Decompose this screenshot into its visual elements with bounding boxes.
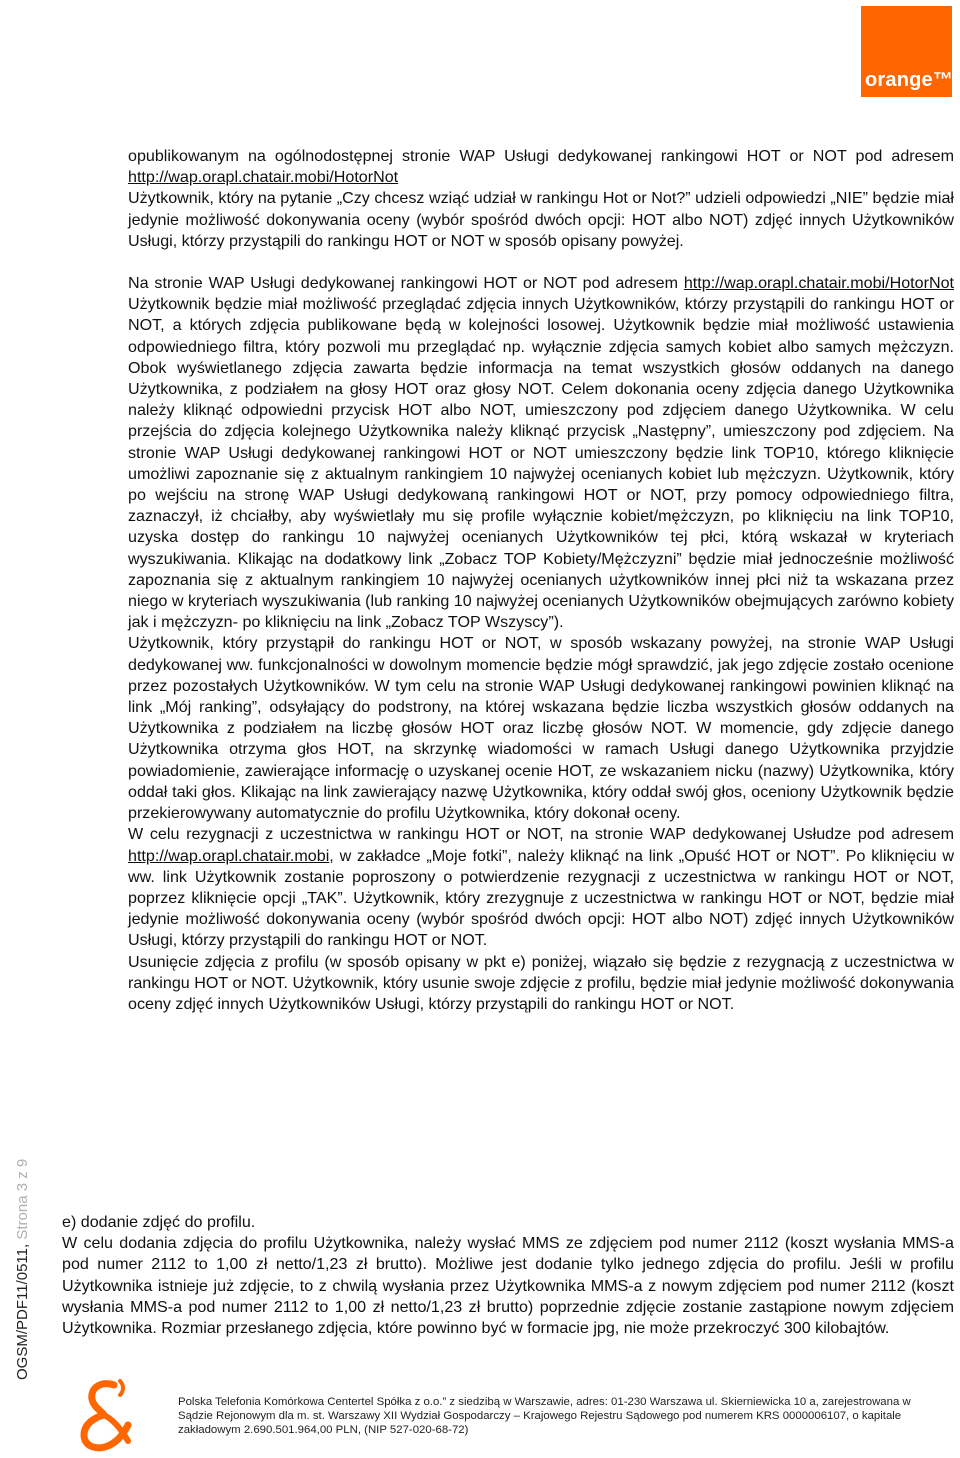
- company-footer: [178, 1395, 954, 1438]
- footer-line-2: Sądzie Rejonowym dla m. st. Warszawy XII Wydział Gospodarczy – Krajowego Rejestru Sądowego pod numerem KRS 0000006107, o kapitale: [178, 1410, 902, 1423]
- section-e-text: W celu dodania zdjęcia do profilu Użytkownika, należy wysłać MMS ze zdjęciem pod numer 2112 (koszt wysłania MMS-a pod numer 2112 to 1,00 zł netto/1,23 zł brutto). Możliwe jest dodanie tylko jednego zdjęcia do profilu. Jeśli w profilu Użytkownika istnieje już zdjęcie, to z chwilą wysłania przez Użytkownika MMS-a z nowym zdjęciem pod numer 2112 (koszt wysłania MMS-a pod numer 2112 to 1,00 zł netto/1,23 zł brutto) poprzednie zdjęcie zostanie zastąpione nowym zdjęciem Użytkownika. Rozmiar przesłanego zdjęcia, które powinno być w formacie jpg, nie może przekroczyć 300 kilobajtów.: [62, 1234, 954, 1338]
- paragraph-2: Użytkownik, który na pytanie „Czy chcesz wziąć udział w rankingu Hot or Not?” udzieli odpowiedzi „NIE” będzie miał jedynie możliwość dokonywania oceny (wybór spośród dwóch opcji: HOT albo NOT) zdjęć innych Użytkowników Usługi, którzy przystąpili do rankingu HOT or NOT w sposób opisany powyżej.: [128, 189, 954, 250]
- ampersand-logo-icon: [62, 1375, 142, 1455]
- page-number: Strona 3 z 9: [14, 1158, 31, 1240]
- paragraph-5-text-b: , w zakładce „Moje fotki”, należy kliknąć na link „Opuść HOT or NOT”. Po kliknięciu w ww. link Użytkownik zostanie poproszony o potwierdzenie rezygnacji z uczestnictwa w rankingu HOT or NOT, poprzez kliknięcie opcji „TAK”. Użytkownik, który zrezygnuje z uczestnictwa w rankingu HOT or NOT, będzie miał jedynie możliwość dokonywania oceny (wybór spośród dwóch opcji: HOT albo NOT) zdjęć innych Użytkowników Usługi, którzy przystąpili do rankingu HOT or NOT.: [128, 846, 954, 950]
- paragraph-3: [128, 273, 954, 633]
- paragraph-6: Usunięcie zdjęcia z profilu (w sposób opisany w pkt e) poniżej, wiązało się będzie z rezygnacją z uczestnictwa w rankingu HOT or NOT. Użytkownik, który usunie swoje zdjęcie z profilu, będzie miał jedynie możliwość dokonywania oceny zdjęć innych Użytkowników Usługi, którzy przystąpili do rankingu HOT or NOT.: [128, 952, 954, 1013]
- paragraph-3-text-b: Użytkownik będzie miał możliwość przeglądać zdjęcia innych Użytkowników, którzy przystąpili do rankingu HOT or NOT, a których zdjęcia publikowane będą w kolejności losowej. Użytkownik będzie miał możliwość ustawienia odpowiedniego filtra, który pozwoli mu przeglądać np. wyłącznie zdjęcia samych kobiet albo samych mężczyzn. Obok wyświetlanego zdjęcia zawarta będzie informacja na temat wszystkich głosów oddanych na danego Użytkownika, z podziałem na głosy HOT oraz głosy NOT. Celem dokonania oceny zdjęcia danego Użytkownika należy kliknąć odpowiedni przycisk HOT albo NOT, umieszczony pod zdjęciem danego Użytkownika. W celu przejścia do zdjęcia kolejnego Użytkownika należy kliknąć przycisk „Następny”, umieszczony pod zdjęciem. Na stronie WAP Usługi dedykowanej rankingowi HOT or NOT umieszczony będzie link TOP10, którego kliknięcie umożliwi zapoznanie się z aktualnym rankingiem 10 najwyżej ocenianych kobiet lub mężczyzn. Użytkownik, który po wejściu na stronę WAP Usługi dedykowaną rankingowi HOT or NOT, przy pomocy odpowiedniego filtra, zaznaczył, iż chciałby, aby wyświetlały mu się profile wyłącznie kobiet/mężczyzn, po kliknięciu na link TOP10, uzyska dostęp do rankingu 10 najwyżej ocenianych Użytkowników tej płci, którą wskazał w kryteriach wyszukiwania. Klikając na dodatkowy link „Zobacz TOP Kobiety/Mężczyzni” będzie miał jednocześnie możliwość zapoznania się z aktualnym rankingiem 10 najwyżej ocenianych użytkowników innej płci niż ta wskazana przez niego w kryteriach wyszukiwania (lub ranking 10 najwyżej ocenianych Użytkowników obejmujących zarówno kobiety jak i mężczyzn- po kliknięciu na link „Zobacz TOP Wszyscy”).: [128, 295, 954, 632]
- hotornot-link-1[interactable]: http://wap.orapl.chatair.mobi/HotorNot: [128, 168, 399, 187]
- paragraph-1-text: opublikowanym na ogólnodostępnej stronie WAP Usługi dedykowanej rankingowi HOT or NOT pod adresem: [128, 147, 954, 165]
- section-e: [62, 1212, 954, 1339]
- paragraph-5: [128, 824, 954, 951]
- document-code: OGSM/PDF11/0511,: [14, 1239, 31, 1380]
- footer-line-1: Polska Telefonia Komórkowa Centertel Spółka z o.o.” z siedzibą w Warszawie, adres: 01-230 Warszawa ul. Skierniewicka 10 a, zarejestrowana w: [178, 1396, 911, 1408]
- paragraph-3-text-a: Na stronie WAP Usługi dedykowanej rankingowi HOT or NOT pod adresem: [128, 274, 684, 293]
- hotornot-link-2[interactable]: http://wap.orapl.chatair.mobi/HotorNot: [683, 274, 954, 293]
- document-code-label: [14, 1159, 31, 1380]
- wap-link[interactable]: http://wap.orapl.chatair.mobi: [128, 846, 330, 865]
- paragraph-1: [128, 146, 954, 188]
- section-e-heading: e) dodanie zdjęć do profilu.: [62, 1213, 256, 1231]
- orange-logo: [861, 6, 952, 97]
- logo-text: orange™: [865, 69, 954, 91]
- footer-line-3: zakładowym 2.690.501.964,00 PLN, (NIP 527-020-68-72): [178, 1424, 469, 1437]
- paragraph-4: Użytkownik, który przystąpił do rankingu HOT or NOT, w sposób wskazany powyżej, na stronie WAP Usługi dedykowanej ww. funkcjonalności w dowolnym momencie będzie mógł sprawdzić, jak jego zdjęcie zostało ocenione przez pozostałych Użytkowników. W tym celu na stronie WAP Usługi dedykowanej rankingowi powinien kliknąć na link „Mój ranking”, odsyłający do podstrony, na której wskazana będzie liczba wszystkich głosów oddanych na Użytkownika z podziałem na liczbę głosów HOT oraz liczbę głosów NOT. W momencie, gdy zdjęcie danego Użytkownika otrzyma głos HOT, na skrzynkę wiadomości w ramach Usługi danego Użytkownika przyjdzie powiadomienie, zawierające informację o uzyskanej ocenie HOT, ze wskazaniem nicku (nazwy) Użytkownika, który oddał taki głos. Klikając na link zawierający nazwę Użytkownika, który oddał swój głos, oceniony Użytkownik będzie przekierowywany automatycznie do profilu Użytkownika, który dokonał oceny.: [128, 634, 954, 823]
- paragraph-5-text-a: W celu rezygnacji z uczestnictwa w rankingu HOT or NOT, na stronie WAP dedykowanej Usłudze pod adresem: [128, 825, 954, 844]
- main-body-text: [128, 146, 954, 1015]
